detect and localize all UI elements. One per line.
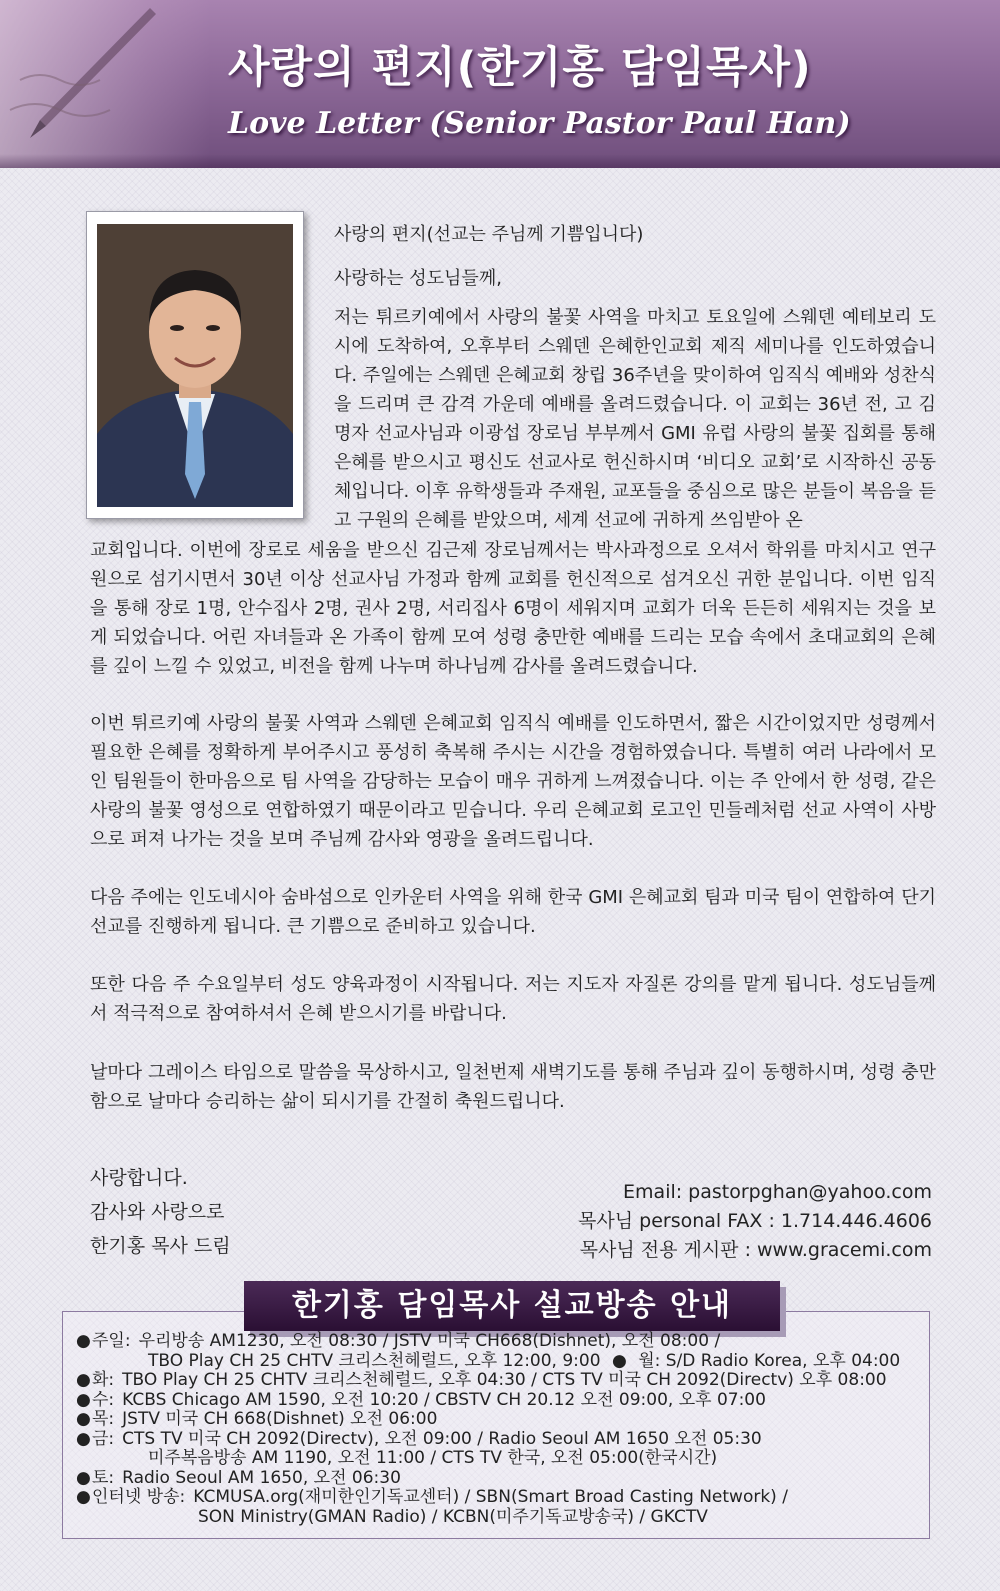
broadcast-row-sunday	[76, 1332, 926, 1352]
contact-fax: 목사님 personal FAX : 1.714.446.4606	[578, 1210, 932, 1232]
letter-paragraph-3: 다음 주에는 인도네시아 숨바섬으로 인카운터 사역을 위해 한국 GMI 은혜교회 팀과 미국 팀이 연합하여 단기선교를 진행하게 됩니다. 큰 기쁨으로 준비하고 있습니다.	[90, 887, 936, 937]
broadcast-row-internet	[76, 1488, 926, 1508]
bullet-icon: ●	[611, 1350, 627, 1371]
closing-line-thanks: 감사와 사랑으로	[90, 1201, 225, 1223]
contact-email[interactable]: Email: pastorpghan@yahoo.com	[623, 1181, 932, 1203]
schedule-text: TBO Play CH 25 CHTV 크리스천헤럴드, 오후 04:30 / CTS TV 미국 CH 2092(Directv) 오후 08:00	[122, 1370, 887, 1390]
broadcast-row-saturday	[76, 1469, 926, 1489]
broadcast-row-tuesday	[76, 1371, 926, 1391]
schedule-text: SON Ministry(GMAN Radio) / KCBN(미주기독교방송국) / GKCTV	[198, 1506, 708, 1527]
schedule-text: TBO Play CH 25 CHTV 크리스천헤럴드, 오후 12:00, 9:00	[148, 1350, 601, 1371]
contact-info	[540, 1178, 932, 1265]
closing-line-signature: 한기홍 목사 드림	[90, 1235, 231, 1257]
day-label: 월:	[638, 1350, 661, 1371]
day-label: 인터넷 방송:	[92, 1487, 186, 1507]
schedule-text: KCMUSA.org(재미한인기독교센터) / SBN(Smart Broad Casting Network) /	[193, 1487, 788, 1507]
letter-greeting: 사랑하는 성도님들께,	[334, 268, 502, 289]
broadcast-row-friday-cont	[76, 1449, 926, 1469]
bullet-icon: ●	[76, 1389, 91, 1410]
day-label: 수:	[92, 1389, 115, 1410]
letter-paragraph-4: 또한 다음 주 수요일부터 성도 양육과정이 시작됩니다. 저는 지도자 자질론 강의를 맡게 됩니다. 성도님들께서 적극적으로 참여하셔서 은혜 받으시기를 바랍니다.	[90, 974, 936, 1024]
day-label: 화:	[92, 1370, 115, 1390]
schedule-text: KCBS Chicago AM 1590, 오전 10:20 / CBSTV CH 20.12 오전 09:00, 오후 07:00	[122, 1389, 766, 1410]
broadcast-title: 한기홍 담임목사 설교방송 안내	[244, 1281, 780, 1331]
page-subtitle: Love Letter (Senior Pastor Paul Han)	[228, 106, 851, 141]
pastor-photo-frame	[86, 211, 304, 519]
schedule-text: S/D Radio Korea, 오후 04:00	[665, 1350, 901, 1371]
letter-paragraph-1: 저는 튀르키예에서 사랑의 불꽃 사역을 마치고 토요일에 스웨덴 예테보리 도시에 도착하여, 오후부터 스웨덴 은혜한인교회 제직 세미나를 인도하였습니다. 주일에는 스웨덴 은혜교회 창립 36주년을 맞이하여 임직식 예배와 성찬식을 드리며 큰 감격 가운데 예배를 올려드렸습니다. 이 교회는 36년 전, 고 김명자 선교사님과 이광섭 장로님 부부께서 GMI 유럽 사랑의 불꽃 집회를 통해 은혜를 받으시고 평신도 선교사로 헌신하시며 ‘비디오 교회’로 시작하신 공동체입니다. 이후 유학생들과 주재원, 교포들을 중심으로 많은 분들이 복음을 듣고 구원의 은혜를 받았으며, 세계 선교에 귀하게 쓰임받아 온	[334, 307, 936, 531]
closing-line-love: 사랑합니다.	[90, 1167, 188, 1189]
broadcast-row-wednesday	[76, 1391, 926, 1411]
page-title: 사랑의 편지(한기홍 담임목사)	[228, 43, 812, 93]
bullet-icon: ●	[76, 1428, 91, 1449]
broadcast-row-internet-cont	[76, 1508, 926, 1528]
bullet-icon: ●	[76, 1331, 91, 1351]
day-label: 목:	[92, 1409, 115, 1429]
broadcast-row-friday	[76, 1430, 926, 1450]
broadcast-row-thursday	[76, 1410, 926, 1430]
letter-title: 사랑의 편지(선교는 주님께 기쁨입니다)	[334, 224, 644, 245]
schedule-text: Radio Seoul AM 1650, 오전 06:30	[122, 1467, 401, 1488]
broadcast-schedule	[76, 1332, 926, 1527]
closing-signature	[90, 1161, 231, 1263]
contact-board[interactable]: 목사님 전용 게시판 : www.gracemi.com	[579, 1239, 932, 1261]
bullet-icon: ●	[76, 1409, 91, 1429]
schedule-text: 우리방송 AM1230, 오전 08:30 / JSTV 미국 CH668(Dishnet), 오전 08:00 /	[138, 1331, 721, 1351]
day-label: 주일:	[92, 1331, 131, 1351]
quill-pen-image	[0, 0, 210, 168]
bullet-icon: ●	[76, 1487, 91, 1507]
pastor-photo	[97, 224, 293, 507]
broadcast-row-sunday-cont	[76, 1352, 926, 1372]
bullet-icon: ●	[76, 1370, 91, 1390]
schedule-text: CTS TV 미국 CH 2092(Directv), 오전 09:00 / Radio Seoul AM 1650 오전 05:30	[122, 1428, 762, 1449]
day-label: 금:	[92, 1428, 115, 1449]
bullet-icon: ●	[76, 1467, 91, 1488]
letter-paragraph-1-continued: 교회입니다. 이번에 장로로 세움을 받으신 김근제 장로님께서는 박사과정으로 오셔서 학위를 마치시고 연구원으로 섬기시면서 30년 이상 선교사님 가정과 함께 교회를 헌신적으로 섬겨오신 귀한 분입니다. 이번 임직을 통해 장로 1명, 안수집사 2명, 권사 2명, 서리집사 6명이 세워지며 교회가 더욱 든든히 세워지는 것을 보게 되었습니다. 어린 자녀들과 온 가족이 함께 모여 성령 충만한 예배를 드리는 모습 속에서 초대교회의 은혜를 깊이 느낄 수 있었고, 비전을 함께 나누며 하나님께 감사를 올려드렸습니다.	[90, 540, 936, 677]
letter-paragraph-2: 이번 튀르키예 사랑의 불꽃 사역과 스웨덴 은혜교회 임직식 예배를 인도하면서, 짧은 시간이었지만 성령께서 필요한 은혜를 정확하게 부어주시고 풍성히 축복해 주시는 시간을 경험하였습니다. 특별히 여러 나라에서 모인 팀원들이 한마음으로 팀 사역을 감당하는 모습이 매우 귀하게 느껴졌습니다. 이는 주 안에서 한 성령, 같은 사랑의 불꽃 영성으로 연합하였기 때문이라고 믿습니다. 우리 은혜교회 로고인 민들레처럼 선교 사역이 사방으로 퍼져 나가는 것을 보며 주님께 감사와 영광을 올려드립니다.	[90, 713, 936, 850]
header-banner	[0, 0, 1000, 168]
letter-paragraph-5: 날마다 그레이스 타임으로 말씀을 묵상하시고, 일천번제 새벽기도를 통해 주님과 깊이 동행하시며, 성령 충만함으로 날마다 승리하는 삶이 되시기를 간절히 축원드립니다.	[90, 1062, 936, 1112]
schedule-text: JSTV 미국 CH 668(Dishnet) 오전 06:00	[122, 1409, 438, 1429]
schedule-text: 미주복음방송 AM 1190, 오전 11:00 / CTS TV 한국, 오전 05:00(한국시간)	[148, 1448, 718, 1468]
day-label: 토:	[92, 1467, 115, 1488]
